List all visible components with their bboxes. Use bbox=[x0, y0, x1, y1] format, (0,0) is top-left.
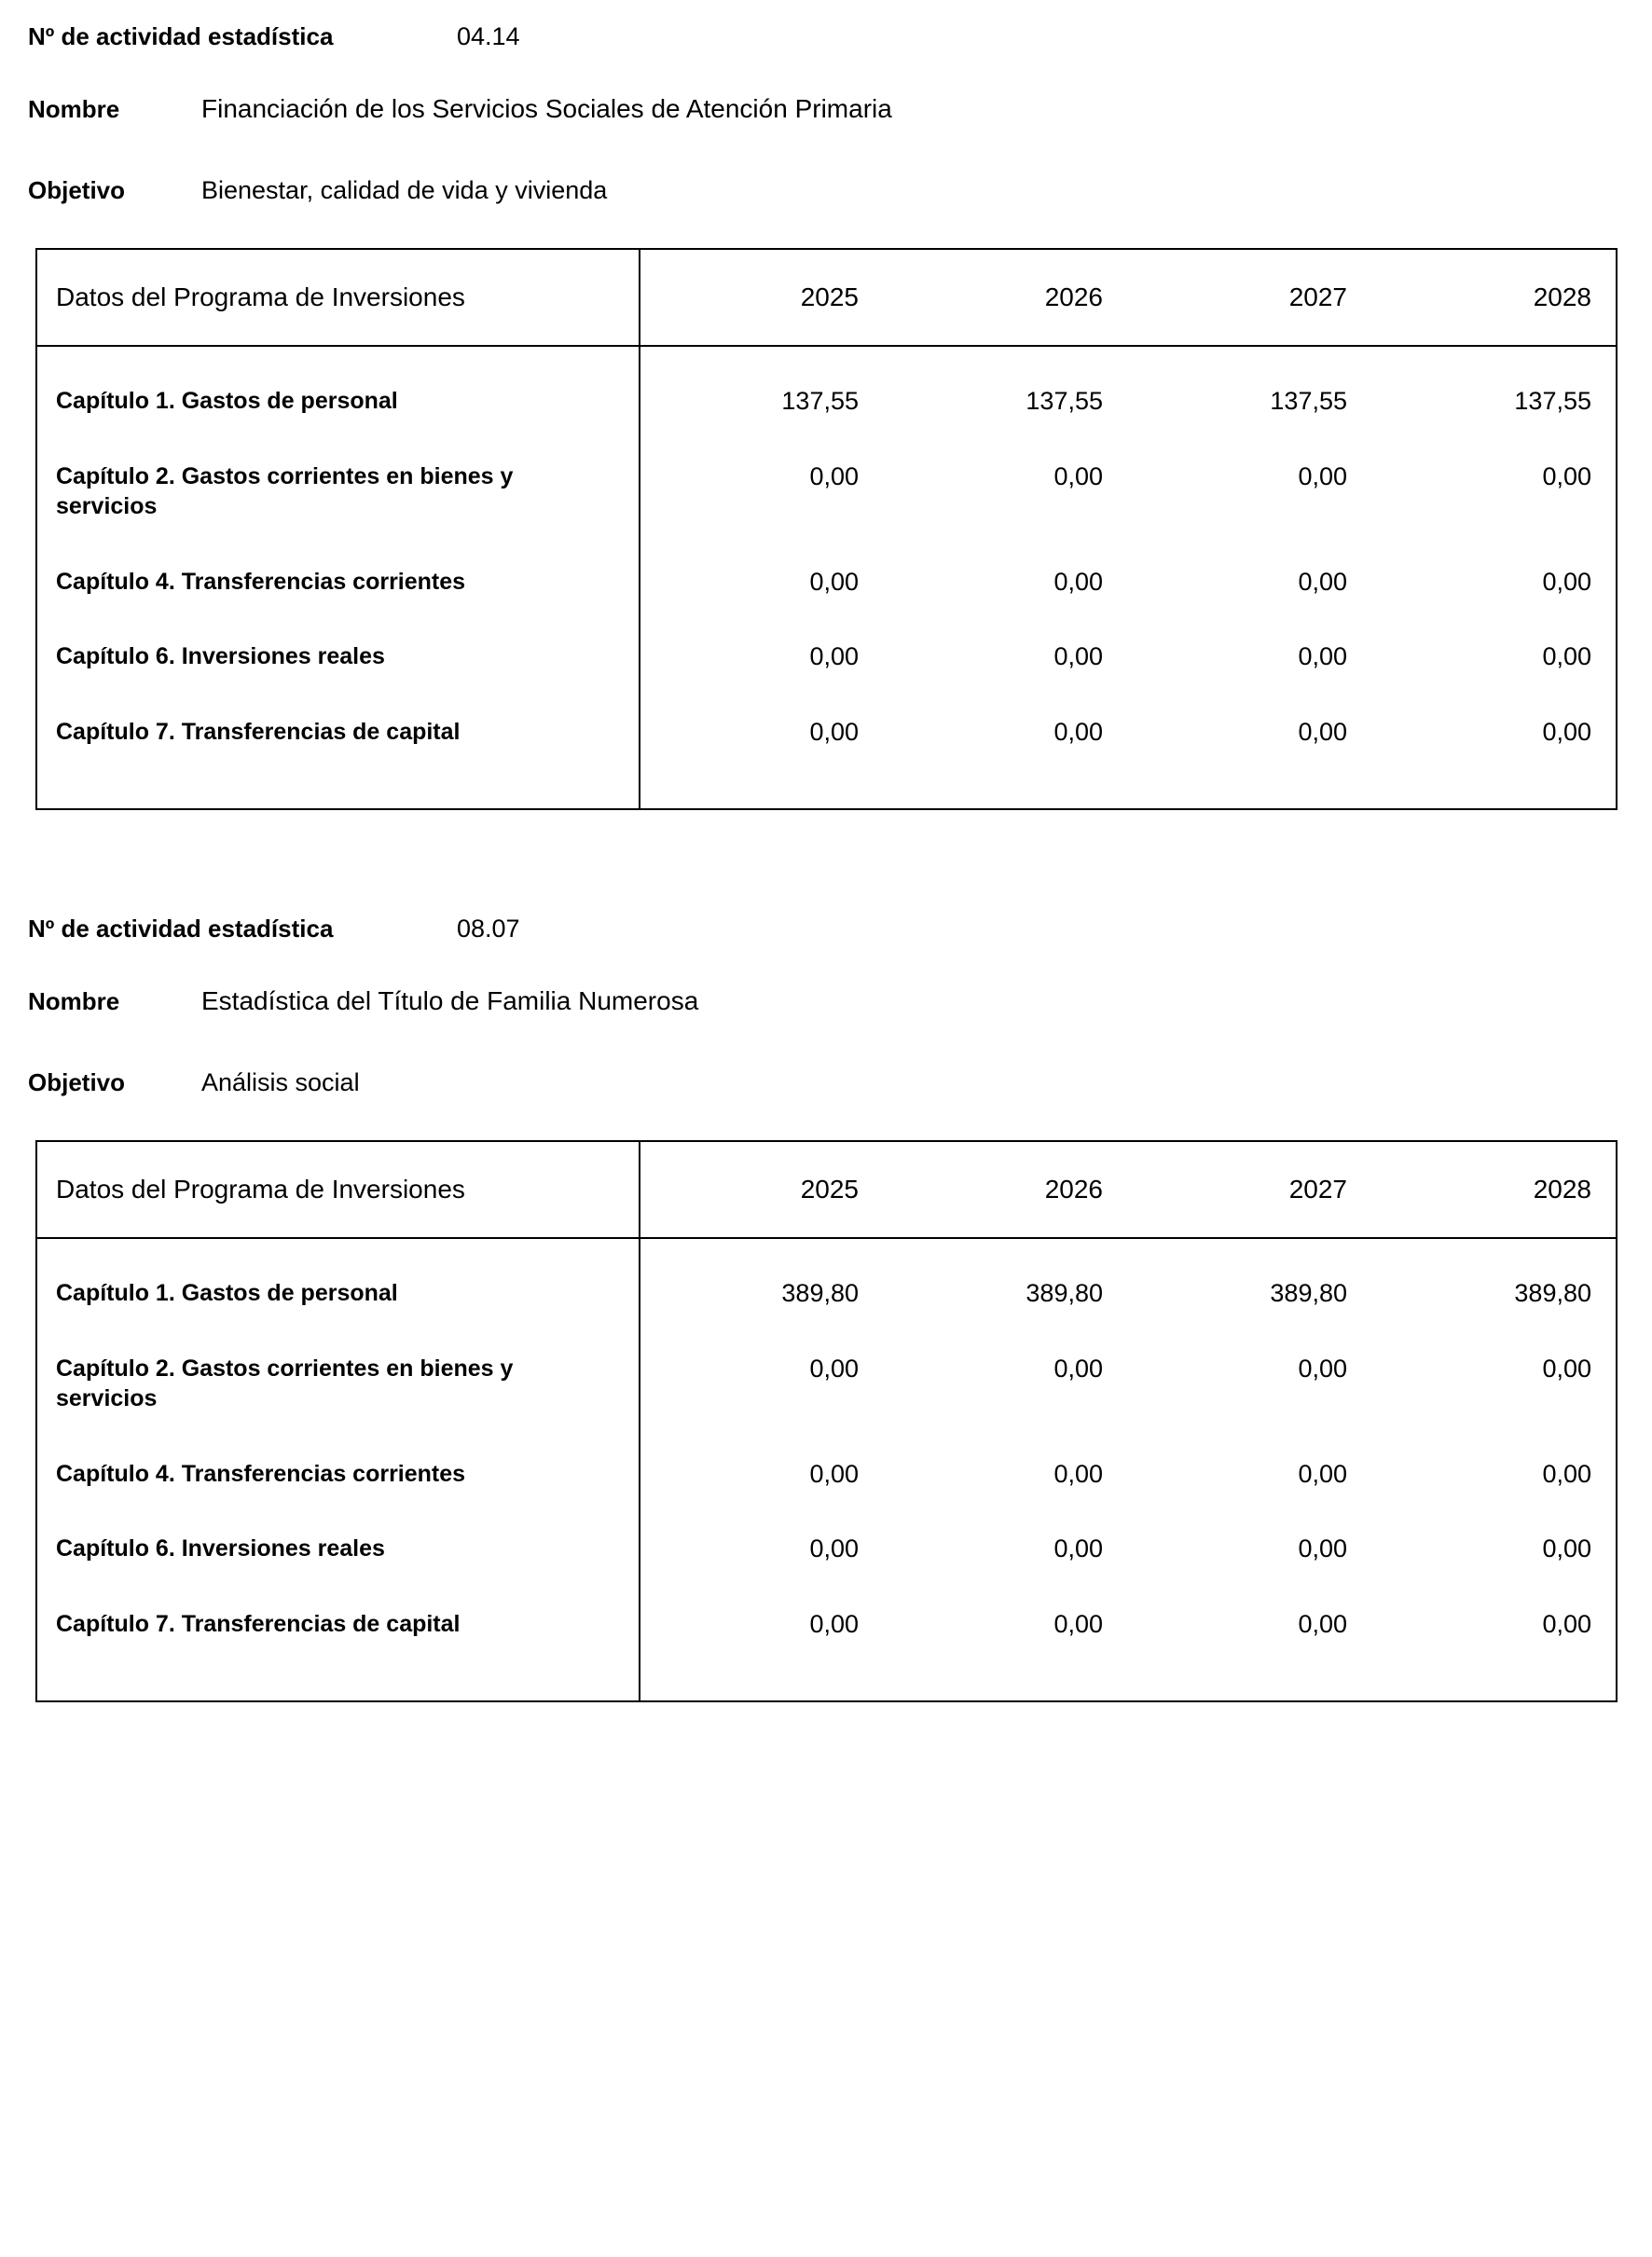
value-cell: 0,00 bbox=[1298, 642, 1347, 670]
name-label: Nombre bbox=[28, 95, 120, 123]
value-cell: 0,00 bbox=[809, 1354, 859, 1383]
activity-number-row bbox=[28, 915, 1624, 943]
row-values bbox=[639, 461, 1616, 491]
value-cell: 0,00 bbox=[1053, 1534, 1103, 1562]
objective-value: Bienestar, calidad de vida y vivienda bbox=[201, 176, 608, 204]
row-label: Capítulo 7. Transferencias de capital bbox=[56, 718, 461, 745]
value-cell: 0,00 bbox=[809, 461, 859, 490]
name-label: Nombre bbox=[28, 987, 120, 1015]
table-row bbox=[37, 386, 1616, 417]
value-cell: 0,00 bbox=[809, 1609, 859, 1638]
name-value: Financiación de los Servicios Sociales de Atención Primaria bbox=[201, 94, 892, 123]
table-header-row bbox=[37, 1142, 1616, 1239]
row-label: Capítulo 4. Transferencias corrientes bbox=[56, 568, 466, 595]
value-cell: 389,80 bbox=[1514, 1279, 1591, 1307]
year-header-cell: 2027 bbox=[1288, 1175, 1347, 1204]
value-cell: 389,80 bbox=[1026, 1279, 1103, 1307]
row-label: Capítulo 2. Gastos corrientes en bienes y servicios bbox=[56, 462, 514, 519]
value-cell: 0,00 bbox=[1542, 717, 1591, 746]
row-label: Capítulo 4. Transferencias corrientes bbox=[56, 1460, 466, 1487]
value-cell: 0,00 bbox=[1053, 642, 1103, 670]
value-cell: 0,00 bbox=[809, 717, 859, 746]
objective-label: Objetivo bbox=[28, 1068, 126, 1096]
value-cell: 0,00 bbox=[1298, 1459, 1347, 1488]
activity-number-label: Nº de actividad estadística bbox=[28, 22, 334, 50]
value-cell: 0,00 bbox=[1542, 567, 1591, 596]
objective-row bbox=[28, 176, 1624, 205]
table-body bbox=[37, 347, 1616, 808]
value-cell: 137,55 bbox=[1270, 387, 1347, 415]
activity-number-value: 08.07 bbox=[457, 915, 520, 943]
value-cell: 0,00 bbox=[1542, 642, 1591, 670]
table-row bbox=[37, 567, 1616, 598]
table-title: Datos del Programa de Inversiones bbox=[56, 1175, 465, 1204]
value-cell: 0,00 bbox=[809, 1534, 859, 1562]
objective-label: Objetivo bbox=[28, 176, 126, 204]
activity-number-value: 04.14 bbox=[457, 22, 520, 50]
row-values bbox=[639, 641, 1616, 671]
name-row bbox=[28, 94, 1624, 124]
value-cell: 0,00 bbox=[1298, 1534, 1347, 1562]
row-values bbox=[639, 386, 1616, 416]
year-header-cell: 2025 bbox=[800, 282, 859, 311]
value-cell: 0,00 bbox=[1298, 717, 1347, 746]
year-headers bbox=[639, 282, 1616, 312]
value-cell: 0,00 bbox=[1298, 461, 1347, 490]
year-header-cell: 2026 bbox=[1044, 282, 1103, 311]
year-header-cell: 2028 bbox=[1533, 1175, 1591, 1204]
investment-program-table bbox=[35, 1140, 1618, 1702]
value-cell: 0,00 bbox=[1053, 1609, 1103, 1638]
table-row bbox=[37, 1534, 1616, 1564]
value-cell: 0,00 bbox=[1542, 1534, 1591, 1562]
value-cell: 0,00 bbox=[1542, 1459, 1591, 1488]
value-cell: 0,00 bbox=[1053, 461, 1103, 490]
year-headers bbox=[639, 1175, 1616, 1204]
objective-value: Análisis social bbox=[201, 1068, 360, 1096]
table-title: Datos del Programa de Inversiones bbox=[56, 282, 465, 311]
row-label: Capítulo 1. Gastos de personal bbox=[56, 1280, 398, 1306]
value-cell: 0,00 bbox=[1298, 1354, 1347, 1383]
sections-container bbox=[28, 22, 1624, 1702]
activity-section bbox=[28, 915, 1624, 1702]
table-row bbox=[37, 461, 1616, 522]
value-cell: 389,80 bbox=[1270, 1279, 1347, 1307]
value-cell: 0,00 bbox=[1053, 1459, 1103, 1488]
row-values bbox=[639, 1534, 1616, 1563]
value-cell: 0,00 bbox=[1053, 567, 1103, 596]
row-values bbox=[639, 1609, 1616, 1639]
row-values bbox=[639, 567, 1616, 597]
value-cell: 0,00 bbox=[809, 1459, 859, 1488]
year-header-cell: 2025 bbox=[800, 1175, 859, 1204]
row-label: Capítulo 1. Gastos de personal bbox=[56, 388, 398, 414]
row-values bbox=[639, 717, 1616, 747]
table-row bbox=[37, 1609, 1616, 1640]
value-cell: 0,00 bbox=[1053, 717, 1103, 746]
value-cell: 0,00 bbox=[1298, 567, 1347, 596]
row-label: Capítulo 7. Transferencias de capital bbox=[56, 1610, 461, 1637]
year-header-cell: 2027 bbox=[1288, 282, 1347, 311]
value-cell: 0,00 bbox=[1542, 461, 1591, 490]
activity-number-row bbox=[28, 22, 1624, 51]
table-row bbox=[37, 1459, 1616, 1490]
table-row bbox=[37, 1354, 1616, 1414]
value-cell: 0,00 bbox=[809, 567, 859, 596]
name-value: Estadística del Título de Familia Numerosa bbox=[201, 986, 699, 1015]
table-header-row bbox=[37, 250, 1616, 347]
table-row bbox=[37, 717, 1616, 748]
value-cell: 0,00 bbox=[1298, 1609, 1347, 1638]
activity-section bbox=[28, 22, 1624, 810]
row-label: Capítulo 2. Gastos corrientes en bienes y servicios bbox=[56, 1355, 514, 1411]
table-body bbox=[37, 1239, 1616, 1700]
investment-program-table bbox=[35, 248, 1618, 810]
name-row bbox=[28, 986, 1624, 1016]
activity-number-label: Nº de actividad estadística bbox=[28, 915, 334, 943]
value-cell: 389,80 bbox=[781, 1279, 859, 1307]
table-column-divider bbox=[639, 250, 640, 808]
row-values bbox=[639, 1459, 1616, 1489]
row-label: Capítulo 6. Inversiones reales bbox=[56, 643, 385, 669]
value-cell: 0,00 bbox=[809, 642, 859, 670]
table-column-divider bbox=[639, 1142, 640, 1700]
objective-row bbox=[28, 1068, 1624, 1097]
year-header-cell: 2028 bbox=[1533, 282, 1591, 311]
value-cell: 0,00 bbox=[1053, 1354, 1103, 1383]
value-cell: 0,00 bbox=[1542, 1609, 1591, 1638]
value-cell: 0,00 bbox=[1542, 1354, 1591, 1383]
row-values bbox=[639, 1278, 1616, 1308]
year-header-cell: 2026 bbox=[1044, 1175, 1103, 1204]
row-values bbox=[639, 1354, 1616, 1383]
table-row bbox=[37, 1278, 1616, 1309]
value-cell: 137,55 bbox=[781, 387, 859, 415]
row-label: Capítulo 6. Inversiones reales bbox=[56, 1535, 385, 1562]
table-row bbox=[37, 641, 1616, 672]
value-cell: 137,55 bbox=[1514, 387, 1591, 415]
value-cell: 137,55 bbox=[1026, 387, 1103, 415]
